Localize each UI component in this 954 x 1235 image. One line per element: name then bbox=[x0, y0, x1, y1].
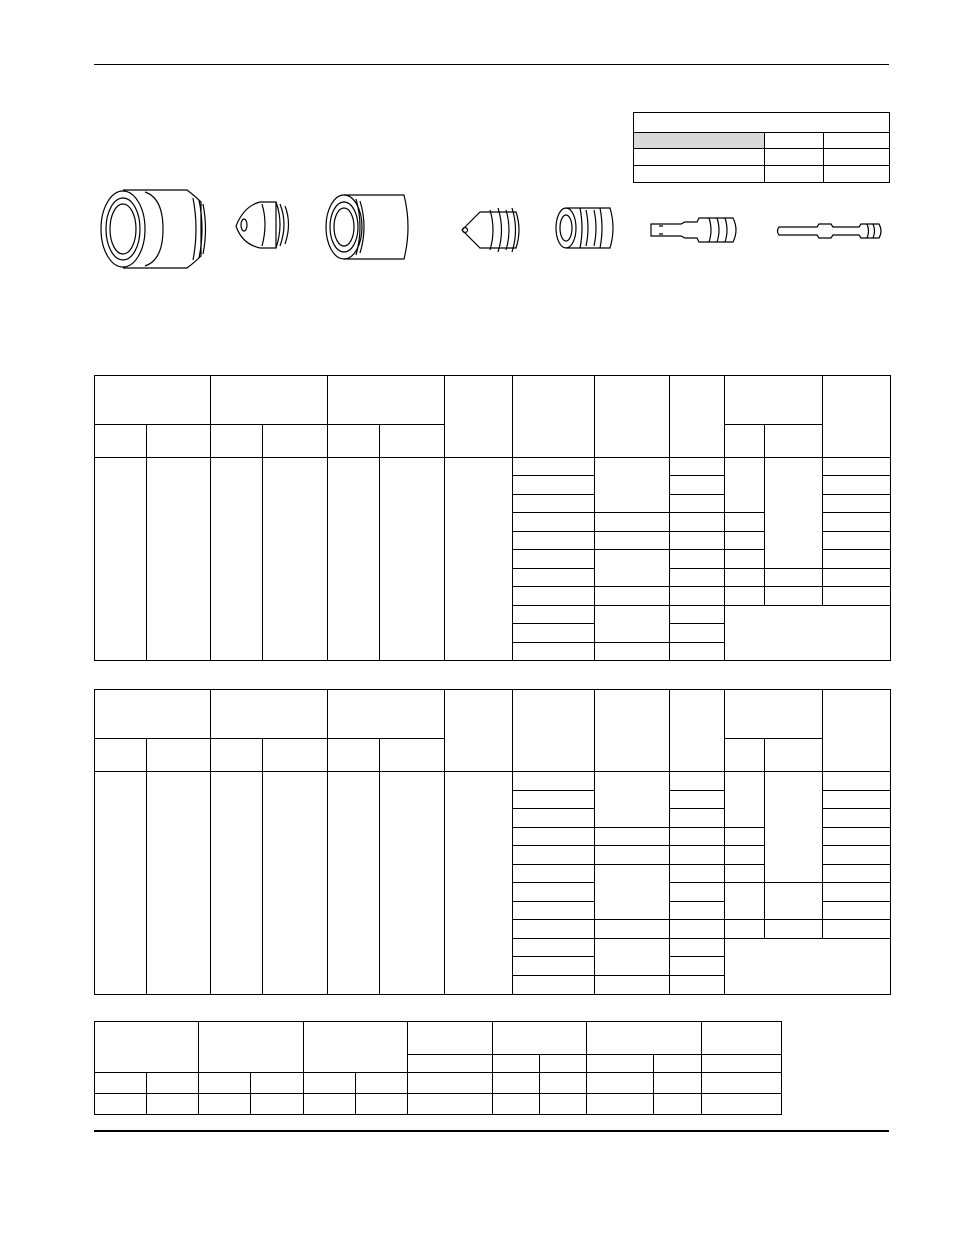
table-cell bbox=[513, 939, 595, 957]
subheader-cell bbox=[765, 425, 823, 458]
footer-rule bbox=[94, 1130, 889, 1132]
header-cell bbox=[823, 376, 891, 458]
subheader-cell bbox=[725, 425, 765, 458]
table-cell bbox=[823, 495, 891, 513]
table-cell bbox=[725, 883, 765, 920]
table-cell bbox=[670, 809, 725, 828]
table-cell bbox=[823, 476, 891, 495]
subheader-cell bbox=[765, 739, 823, 772]
table-cell bbox=[513, 772, 595, 791]
subheader-cell bbox=[702, 1055, 782, 1073]
table-cell bbox=[95, 458, 147, 661]
subheader-cell bbox=[147, 425, 211, 458]
table-cell bbox=[587, 1094, 654, 1115]
header-cell bbox=[445, 376, 513, 458]
header-cell bbox=[595, 690, 670, 772]
header-cell bbox=[95, 376, 211, 425]
table-cell bbox=[513, 846, 595, 865]
table-cell bbox=[670, 920, 725, 939]
table-cell bbox=[95, 772, 147, 995]
table-cell bbox=[823, 772, 891, 791]
table-cell bbox=[670, 791, 725, 809]
subheader-cell bbox=[147, 739, 211, 772]
subheader-cell bbox=[211, 425, 263, 458]
table-cell bbox=[823, 513, 891, 532]
nozzle-icon bbox=[458, 206, 524, 254]
table-cell bbox=[513, 495, 595, 513]
table-cell bbox=[251, 1073, 304, 1094]
table-b bbox=[94, 689, 891, 995]
table-cell bbox=[595, 587, 670, 606]
table-cell bbox=[670, 458, 725, 476]
legend-cell bbox=[765, 133, 824, 149]
table-cell bbox=[823, 458, 891, 476]
table-cell bbox=[445, 458, 513, 661]
subheader-cell bbox=[211, 739, 263, 772]
table-cell bbox=[147, 772, 211, 995]
table-cell bbox=[513, 587, 595, 606]
table-cell bbox=[513, 828, 595, 846]
legend-cell bbox=[765, 149, 824, 166]
table-cell bbox=[513, 920, 595, 939]
table-a bbox=[94, 375, 891, 661]
table-cell bbox=[513, 513, 595, 532]
table-cell bbox=[654, 1073, 702, 1094]
table-cell bbox=[670, 550, 725, 569]
table-cell bbox=[263, 772, 328, 995]
table-cell bbox=[725, 920, 765, 939]
table-cell bbox=[725, 828, 765, 846]
table-cell bbox=[540, 1073, 587, 1094]
table-cell bbox=[513, 791, 595, 809]
table-cell bbox=[823, 846, 891, 865]
table-cell bbox=[513, 902, 595, 920]
header-cell bbox=[513, 376, 595, 458]
table-cell bbox=[670, 865, 725, 883]
table-cell bbox=[95, 1073, 147, 1094]
table-cell bbox=[670, 532, 725, 550]
table-cell bbox=[823, 809, 891, 828]
legend-cell-highlight bbox=[634, 133, 765, 149]
table-cell bbox=[513, 957, 595, 976]
header-cell bbox=[702, 1022, 782, 1055]
table-cell bbox=[670, 587, 725, 606]
table-cell bbox=[408, 1073, 493, 1094]
table-cell bbox=[595, 606, 670, 643]
table-cell bbox=[513, 550, 595, 569]
subheader-cell bbox=[408, 1055, 493, 1073]
table-cell bbox=[595, 846, 670, 865]
table-cell bbox=[513, 606, 595, 624]
table-cell bbox=[595, 920, 670, 939]
table-cell bbox=[513, 865, 595, 883]
legend-cell bbox=[824, 133, 890, 149]
table-cell bbox=[702, 1073, 782, 1094]
table-cell bbox=[702, 1094, 782, 1115]
table-cell bbox=[765, 458, 823, 569]
table-cell bbox=[725, 458, 765, 513]
table-cell bbox=[670, 643, 725, 661]
header-cell bbox=[199, 1022, 304, 1073]
subheader-cell bbox=[493, 1055, 540, 1073]
table-cell bbox=[823, 902, 891, 920]
table-cell bbox=[408, 1094, 493, 1115]
table-cell bbox=[670, 828, 725, 846]
table-cell bbox=[823, 791, 891, 809]
table-cell bbox=[725, 846, 765, 865]
header-cell bbox=[725, 690, 823, 739]
header-rule bbox=[94, 64, 889, 65]
table-cell bbox=[670, 495, 725, 513]
table-cell bbox=[147, 458, 211, 661]
table-cell bbox=[725, 939, 891, 995]
table-cell bbox=[725, 865, 765, 883]
subheader-cell bbox=[540, 1055, 587, 1073]
subheader-cell bbox=[380, 425, 445, 458]
table-cell bbox=[670, 624, 725, 643]
table-cell bbox=[670, 476, 725, 495]
table-cell bbox=[765, 920, 823, 939]
table-cell bbox=[513, 643, 595, 661]
table-cell bbox=[513, 532, 595, 550]
subheader-cell bbox=[95, 425, 147, 458]
header-cell bbox=[725, 376, 823, 425]
table-cell bbox=[328, 458, 380, 661]
table-cell bbox=[595, 513, 670, 532]
table-cell bbox=[725, 587, 765, 606]
table-cell bbox=[304, 1073, 356, 1094]
table-cell bbox=[725, 550, 765, 569]
table-cell bbox=[513, 458, 595, 476]
table-cell bbox=[211, 458, 263, 661]
table-cell bbox=[513, 809, 595, 828]
header-cell bbox=[328, 376, 445, 425]
legend-table bbox=[633, 112, 890, 183]
table-cell bbox=[513, 569, 595, 587]
table-cell bbox=[493, 1094, 540, 1115]
retaining-cap-icon bbox=[322, 193, 414, 261]
subheader-cell bbox=[328, 425, 380, 458]
table-cell bbox=[670, 606, 725, 624]
table-cell bbox=[595, 865, 670, 920]
table-cell bbox=[595, 643, 670, 661]
table-cell bbox=[513, 624, 595, 643]
table-cell bbox=[725, 772, 765, 828]
table-cell bbox=[380, 458, 445, 661]
subheader-cell bbox=[380, 739, 445, 772]
swirl-ring-icon bbox=[552, 206, 618, 250]
table-c bbox=[94, 1021, 782, 1115]
subheader-cell bbox=[328, 739, 380, 772]
header-cell bbox=[211, 690, 328, 739]
table-cell bbox=[670, 772, 725, 791]
table-cell bbox=[725, 569, 765, 587]
table-cell bbox=[823, 550, 891, 569]
subheader-cell bbox=[587, 1055, 654, 1073]
shield-icon bbox=[95, 188, 211, 270]
table-cell bbox=[823, 532, 891, 550]
table-cell bbox=[670, 976, 725, 995]
table-cell bbox=[823, 587, 891, 606]
table-cell bbox=[670, 569, 725, 587]
subheader-cell bbox=[263, 425, 328, 458]
table-cell bbox=[540, 1094, 587, 1115]
table-cell bbox=[654, 1094, 702, 1115]
header-cell bbox=[670, 690, 725, 772]
table-cell bbox=[670, 957, 725, 976]
table-cell bbox=[765, 883, 823, 920]
table-cell bbox=[147, 1094, 199, 1115]
table-cell bbox=[595, 532, 670, 550]
table-cell bbox=[765, 569, 823, 587]
subheader-cell bbox=[725, 739, 765, 772]
legend-cell bbox=[634, 166, 765, 183]
table-cell bbox=[356, 1094, 408, 1115]
subheader-cell bbox=[263, 739, 328, 772]
header-cell bbox=[445, 690, 513, 772]
table-cell bbox=[595, 772, 670, 828]
header-cell bbox=[587, 1022, 702, 1055]
table-cell bbox=[765, 772, 823, 883]
table-cell bbox=[199, 1073, 251, 1094]
table-cell bbox=[356, 1073, 408, 1094]
water-tube-icon bbox=[775, 220, 885, 242]
table-cell bbox=[263, 458, 328, 661]
header-cell bbox=[595, 376, 670, 458]
table-cell bbox=[725, 513, 765, 532]
table-cell bbox=[493, 1073, 540, 1094]
legend-cell bbox=[824, 149, 890, 166]
table-cell bbox=[823, 828, 891, 846]
table-cell bbox=[513, 883, 595, 902]
table-cell bbox=[765, 587, 823, 606]
table-cell bbox=[725, 532, 765, 550]
shield-cap-icon bbox=[232, 198, 294, 250]
table-cell bbox=[823, 883, 891, 902]
table-cell bbox=[670, 883, 725, 902]
table-cell bbox=[823, 920, 891, 939]
table-cell bbox=[823, 865, 891, 883]
table-cell bbox=[513, 476, 595, 495]
table-cell bbox=[199, 1094, 251, 1115]
table-cell bbox=[380, 772, 445, 995]
table-cell bbox=[251, 1094, 304, 1115]
header-cell bbox=[823, 690, 891, 772]
header-cell bbox=[95, 1022, 199, 1073]
header-cell bbox=[211, 376, 328, 425]
header-cell bbox=[493, 1022, 587, 1055]
header-cell bbox=[328, 690, 445, 739]
legend-cell bbox=[634, 149, 765, 166]
table-cell bbox=[595, 550, 670, 587]
table-cell bbox=[95, 1094, 147, 1115]
table-cell bbox=[670, 939, 725, 957]
header-cell bbox=[95, 690, 211, 739]
table-cell bbox=[595, 458, 670, 513]
table-cell bbox=[595, 939, 670, 976]
legend-cell bbox=[765, 166, 824, 183]
table-cell bbox=[147, 1073, 199, 1094]
header-cell bbox=[304, 1022, 408, 1073]
electrode-icon bbox=[647, 214, 743, 246]
table-cell bbox=[725, 606, 891, 661]
legend-title bbox=[634, 113, 890, 133]
table-cell bbox=[670, 846, 725, 865]
table-cell bbox=[513, 976, 595, 995]
table-cell bbox=[670, 902, 725, 920]
table-cell bbox=[823, 569, 891, 587]
table-cell bbox=[304, 1094, 356, 1115]
legend-cell bbox=[824, 166, 890, 183]
table-cell bbox=[211, 772, 263, 995]
table-cell bbox=[587, 1073, 654, 1094]
table-cell bbox=[445, 772, 513, 995]
table-cell bbox=[595, 976, 670, 995]
subheader-cell bbox=[654, 1055, 702, 1073]
header-cell bbox=[513, 690, 595, 772]
header-cell bbox=[670, 376, 725, 458]
table-cell bbox=[595, 828, 670, 846]
table-cell bbox=[670, 513, 725, 532]
header-cell bbox=[408, 1022, 493, 1055]
table-cell bbox=[328, 772, 380, 995]
subheader-cell bbox=[95, 739, 147, 772]
